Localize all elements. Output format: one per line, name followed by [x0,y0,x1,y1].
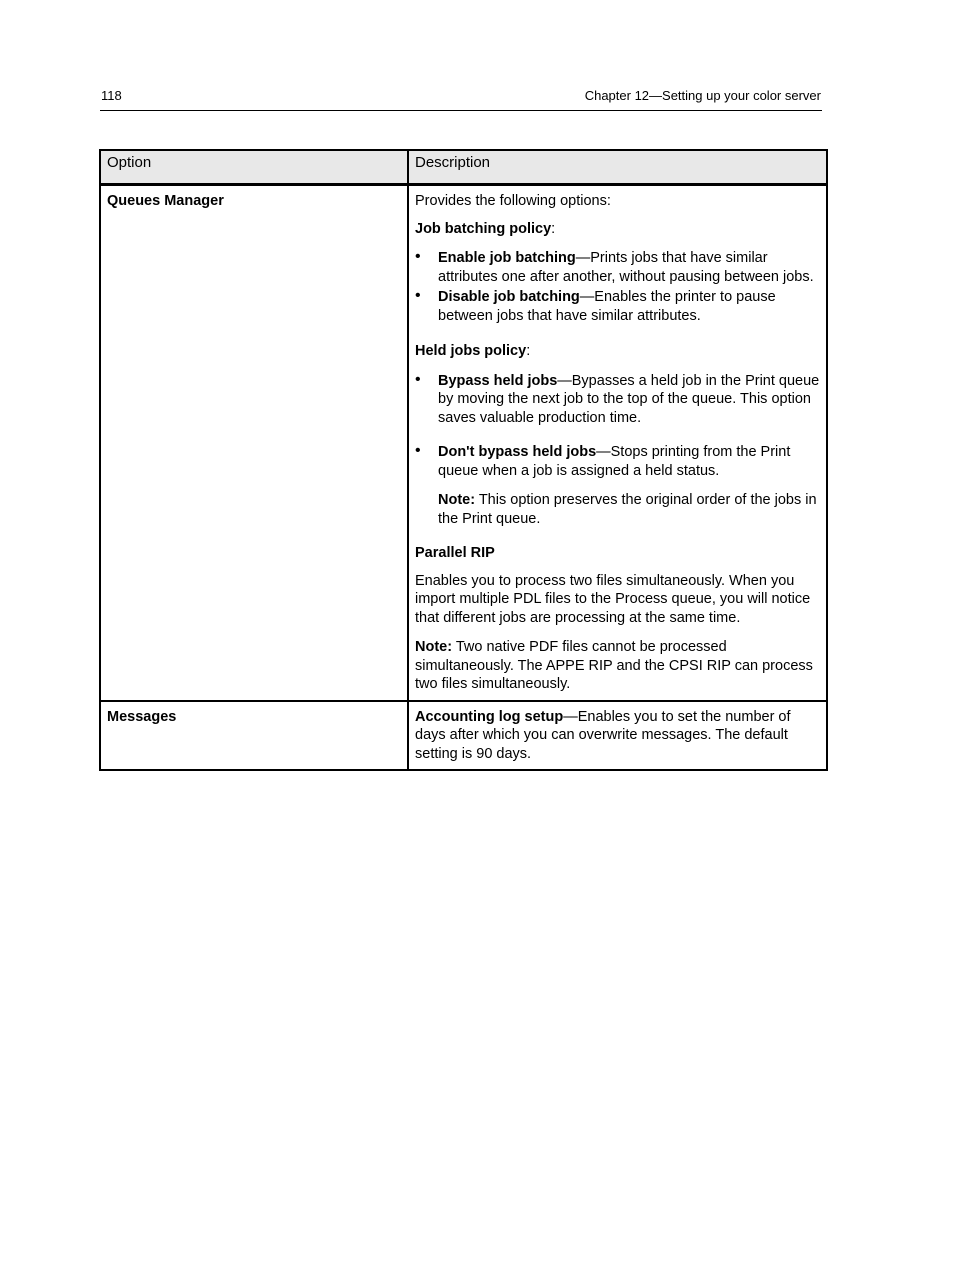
table-header-row [100,150,827,185]
held-jobs-heading: Held jobs policy: [415,343,531,359]
option-name: Messages [100,701,408,771]
list-item: • Bypass held jobs—Bypasses a held job in the Print queue by moving the next job to the top of the queue. This option saves valuable production time. [415,372,820,428]
held-jobs-note: Note: This option preserves the original order of the jobs in the Print queue. [438,492,817,527]
held-jobs-list [415,372,820,481]
options-table [99,149,828,771]
table-row [100,701,827,771]
option-description [408,701,827,771]
list-item: • Disable job batching—Enables the printer to pause between jobs that have similar attributes. [415,288,820,325]
job-batching-heading: Job batching policy: [415,220,556,237]
page-header [100,88,822,111]
parallel-rip-note: Note: Two native PDF files cannot be processed simultaneously. The APPE RIP and the CPSI RIP can process two files simultaneously. [415,639,813,692]
page-number: 118 [101,88,122,103]
column-header-description: Description [408,150,827,185]
accounting-log-text: Accounting log setup—Enables you to set the number of days after which you can overwrite messages. The default setting is 90 days. [415,708,791,762]
chapter-title: Chapter 12—Setting up your color server [584,88,821,103]
list-item: • Don't bypass held jobs—Stops printing from the Print queue when a job is assigned a held status. [415,443,820,480]
column-header-option: Option [100,150,408,185]
list-item: • Enable job batching—Prints jobs that have similar attributes one after another, without pausing between jobs. [415,249,820,286]
option-description [408,185,827,701]
parallel-rip-text: Enables you to process two files simultaneously. When you import multiple PDL files to the Process queue, you will notice that different jobs are processing at the same time. [415,572,811,626]
job-batching-list [415,249,820,325]
intro-text: Provides the following options: [415,193,611,209]
parallel-rip-heading: Parallel RIP [415,545,495,561]
table-row [100,185,827,701]
option-name: Queues Manager [100,185,408,701]
